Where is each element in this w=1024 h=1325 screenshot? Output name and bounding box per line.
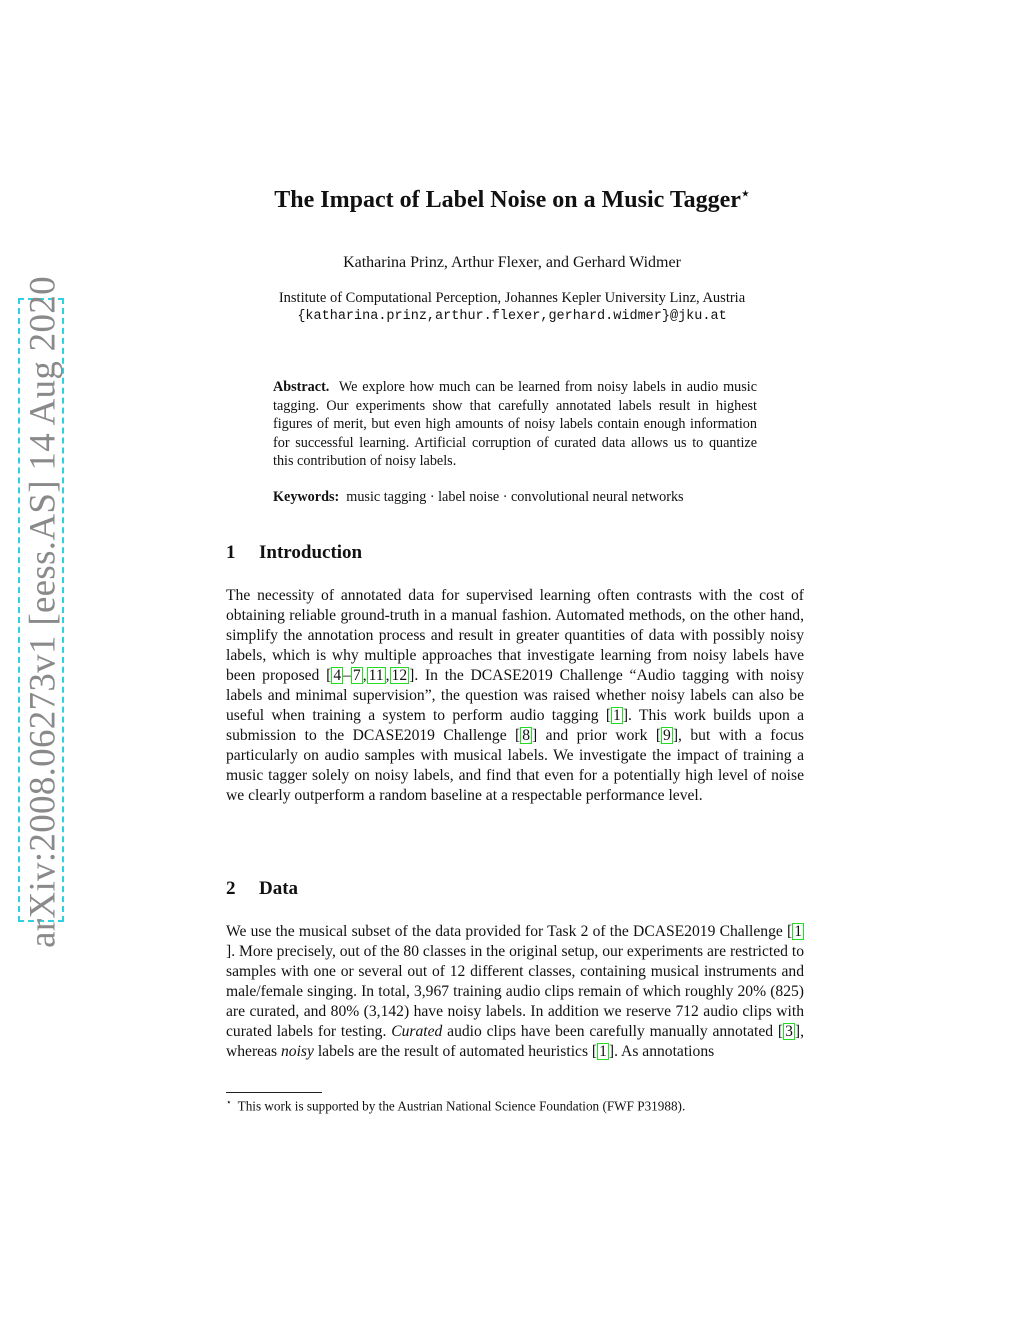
paragraph-text: We use the musical subset of the data provided for Task 2 of the DCASE2019 Challenge xyxy=(226,923,783,940)
paragraph-text: . As annotations xyxy=(614,1043,715,1060)
paragraph-text: . In the DCASE2019 Challenge “Audio tagging with noisy labels and minimal supervision”, the question was raised whether noisy labels can also be useful when training a system to perform audio tagging xyxy=(226,667,804,724)
abstract-text: We explore how much can be learned from noisy labels in audio music tagging. Our experiments show that carefully annotated labels result in highest figures of merit, but even high amounts of noisy labels contain enough information for successful learning. Artificial corruption of curated data allows us to quantize this contribution of noisy labels. xyxy=(273,379,757,469)
paper-title xyxy=(0,186,1024,214)
data-paragraph: We use the musical subset of the data provided for Task 2 of the DCASE2019 Challenge [ 1]. More precisely, out of the 80 classes in the original setup, our experiments are restricted to samples with one or several out of 12 different classes, containing musical instruments and male/female singing. In total, 3,967 training audio clips remain of which roughly 20% (825) are curated, and 80% (3,142) have noisy labels. In addition we reserve 712 audio clips with curated labels for testing. Curated audio clips have been carefully manually annotated [ 3 ], whereas noisy labels are the result of automated heuristics [ 1 ]. As annotations xyxy=(226,923,804,1060)
section-title: Introduction xyxy=(259,542,363,563)
paragraph-text: and prior work xyxy=(545,727,648,744)
title-footnote-mark: ⋆ xyxy=(740,187,750,202)
affiliation: Institute of Computational Perception, Johannes Kepler University Linz, Austria xyxy=(278,290,746,306)
paragraph-text: . This work builds upon a submission to the DCASE2019 Challenge xyxy=(226,707,804,744)
citation-link[interactable]: 1 xyxy=(613,707,621,724)
paragraph-text: , whereas xyxy=(226,1023,804,1060)
emphasis-noisy: noisy xyxy=(281,1043,314,1060)
section-heading-introduction xyxy=(226,542,362,564)
section-number: 1 xyxy=(226,542,236,563)
paragraph-text: . More precisely, out of the 80 classes in the original setup, our experiments are restricted to samples with one or several out of 12 different classes, containing musical instruments and male/female singing. In total, 3,967 training audio clips remain of which roughly 20% (825) are curated, and 80% (3,142) have noisy labels. In addition we reserve 712 audio clips with curated labels for testing. xyxy=(226,943,804,1040)
arxiv-identifier[interactable]: arXiv:2008.06273v1 [eess.AS] 14 Aug 2020 xyxy=(22,276,64,948)
paragraph-text: , but with a focus particularly on audio samples with musical labels. We investigate the impact of training a music tagger solely on noisy labels, and find that even for a potentially high level of noise we clearly outperform a random baseline at a respectable performance level. xyxy=(226,727,804,804)
footnote xyxy=(226,1097,826,1114)
section-heading-data xyxy=(226,878,298,900)
footnote-mark: ⋆ xyxy=(226,1097,232,1107)
citation-link[interactable]: 1 xyxy=(599,1043,607,1060)
citation-link[interactable]: 1 xyxy=(794,923,802,940)
citation-link[interactable]: 4 xyxy=(333,667,342,684)
paragraph-text: audio clips have been carefully manually annotated xyxy=(447,1023,774,1040)
paragraph-text: The necessity of annotated data for supervised learning often contrasts with the cost of obtaining reliable ground-truth in a manual fashion. Automated methods, on the other hand, simplify the annotation process and result in greater quantities of data with possibly noisy labels, which is why multiple approaches that investigate learning from noisy labels have been proposed xyxy=(226,587,804,684)
keywords-text: music tagging · label noise · convolutional neural networks xyxy=(346,489,684,505)
footnote-text: This work is supported by the Austrian National Science Foundation (FWF P31988). xyxy=(237,1098,686,1114)
citation-link[interactable]: 7 xyxy=(352,667,361,684)
title-text: The Impact of Label Noise on a Music Tagger xyxy=(274,187,741,213)
introduction-paragraph: The necessity of annotated data for supervised learning often contrasts with the cost of obtaining reliable ground-truth in a manual fashion. Automated methods, on the other hand, simplify the annotation process and result in greater quantities of data with possibly noisy labels, which is why multiple approaches that investigate learning from noisy labels have been proposed [ 4 – 7 , 11 , 12 ]. In the DCASE2019 Challenge “Audio tagging with noisy labels and minimal supervision”, the question was raised whether noisy labels can also be useful when training a system to perform audio tagging [ 1 ]. This work builds upon a submission to the DCASE2019 Challenge [ 8 ] and prior work [ 9 ], but with a focus particularly on audio samples with musical labels. We investigate the impact of training a music tagger solely on noisy labels, and find that even for a potentially high level of noise we clearly outperform a random baseline at a respectable performance level. xyxy=(226,587,804,804)
abstract-label: Abstract. xyxy=(273,379,330,395)
paragraph-text: labels are the result of automated heuristics xyxy=(317,1043,589,1060)
citation-link[interactable]: 12 xyxy=(391,667,408,684)
authors: Katharina Prinz, Arthur Flexer, and Gerhard Widmer xyxy=(343,254,681,271)
citation-range-dash: – xyxy=(343,667,351,684)
abstract xyxy=(273,378,757,471)
citation-link[interactable]: 9 xyxy=(663,727,671,744)
arxiv-stamp-frame xyxy=(18,276,64,948)
keywords xyxy=(273,488,763,507)
keywords-label: Keywords: xyxy=(273,489,340,505)
citation-link[interactable]: 8 xyxy=(522,727,531,744)
citation-link[interactable]: 11 xyxy=(368,667,384,684)
emphasis-curated: Curated xyxy=(391,1023,443,1040)
section-number: 2 xyxy=(226,878,236,899)
section-title: Data xyxy=(259,878,299,899)
author-emails: {katharina.prinz,arthur.flexer,gerhard.widmer}@jku.at xyxy=(297,309,727,324)
citation-link[interactable]: 3 xyxy=(785,1023,793,1040)
footnote-divider xyxy=(226,1092,322,1093)
